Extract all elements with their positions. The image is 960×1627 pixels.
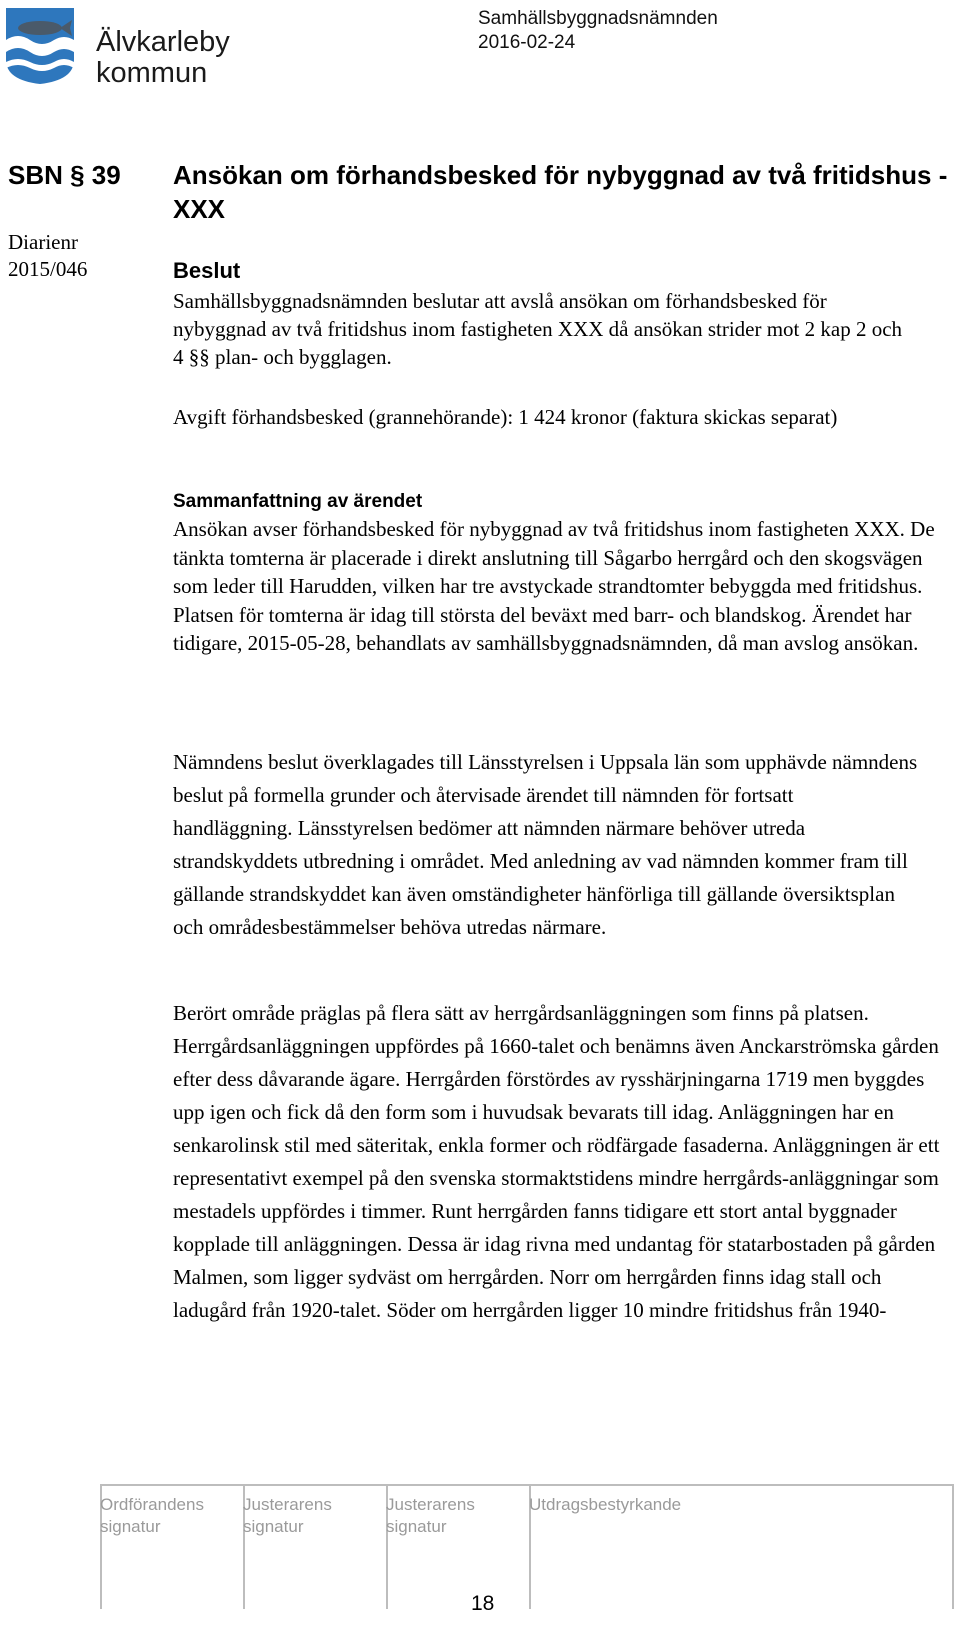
section-number: SBN § 39 bbox=[8, 160, 121, 190]
page-number: 18 bbox=[471, 1592, 495, 1615]
summary-heading: Sammanfattning av ärendet bbox=[173, 491, 423, 512]
extract-certification-label: Utdragsbestyrkande bbox=[529, 1495, 682, 1514]
signature-top-rule bbox=[100, 1484, 954, 1486]
decision-heading: Beslut bbox=[173, 258, 241, 283]
meeting-date: 2016-02-24 bbox=[478, 32, 576, 53]
diarienr-value: 2015/046 bbox=[8, 257, 88, 281]
chair-signature-box[interactable] bbox=[100, 1494, 204, 1538]
municipality-logo bbox=[4, 6, 76, 86]
signature-boxes bbox=[100, 1484, 960, 1609]
case-title: Ansökan om förhandsbesked för nybyggnad av två fritidshus - XXX bbox=[173, 160, 948, 224]
summary-paragraph-1: Ansökan avser förhandsbesked för nybyggnad av två fritidshus inom fastigheten XXX. De tänkta tomterna är placerade i direkt anslutning till Sågarbo herrgård och den skogsvägen som leder till Harudden, vilken har tre avstyckade strandtomter bebyggda med fritidshus. Platsen för tomterna är idag till största del beväxt med barr- och blandskog. Ärendet har tidigare, 2015-05-28, behandlats av samhällsbyggnadsnämnden, då man avslog ansökan. bbox=[173, 517, 935, 655]
signature-word: signatur bbox=[100, 1517, 161, 1536]
summary-paragraph-2: Nämndens beslut överklagades till Länsstyrelsen i Uppsala län som upphävde nämndens beslut på formella grunder och återvisade ärendet till nämnden för fortsatt handläggning. Länsstyrelsen bedömer att nämnden närmare behöver utreda strandskyddets utbredning i området. Med anledning av vad nämnden kommer fram till gällande strandskyddet kan även omständigheter hänförliga till gällande översiktsplan och områdesbestämmelser behöva utredas närmare. bbox=[173, 750, 918, 939]
adjuster-signature-label: Justerarens bbox=[243, 1495, 332, 1514]
decision-text: Samhällsbyggnadsnämnden beslutar att avslå ansökan om förhandsbesked för nybyggnad av två fritidshus inom fastigheten XXX då ansökan strider mot 2 kap 2 och 4 §§ plan- och bygglagen. bbox=[173, 289, 903, 369]
municipality-name-line2: kommun bbox=[96, 57, 208, 89]
signature-divider bbox=[952, 1484, 954, 1609]
signature-word: signatur bbox=[386, 1517, 447, 1536]
diarienr-label: Diarienr bbox=[8, 230, 78, 254]
extract-certification-box[interactable] bbox=[529, 1494, 681, 1516]
signature-word: signatur bbox=[243, 1517, 304, 1536]
fee-text: Avgift förhandsbesked (grannehörande): 1 424 kronor (faktura skickas separat) bbox=[173, 405, 838, 429]
committee-name: Samhällsbyggnadsnämnden bbox=[478, 8, 718, 29]
adjuster-signature-box-2[interactable] bbox=[386, 1494, 475, 1538]
summary-paragraph-3: Berört område präglas på flera sätt av herrgårdsanläggningen som finns på platsen. Herrgårdsanläggningen uppfördes på 1660-talet och benämns även Anckarströmska gården efter dess dåvarande ägare. Herrgården förstördes av rysshärjningarna 1719 men byggdes upp igen och fick då den form som i huvudsak bevarats till idag. Anläggningen har en senkarolinsk stil med säteritak, enkla former och rödfärgade fasaderna. Anläggningen är ett representativt exempel på den svenska stormaktstidens mindre herrgårds-anläggningar som mestadels uppfördes i timmer. Runt herrgården fanns tidigare ett stort antal byggnader kopplade till anläggningen. Dessa är idag rivna med undantag för statarbostaden på gården Malmen, som ligger sydväst om herrgården. Norr om herrgården finns idag stall och ladugård från 1920-talet. Söder om herrgården ligger 10 mindre fritidshus från 1940- bbox=[173, 1001, 940, 1322]
adjuster-signature-label: Justerarens bbox=[386, 1495, 475, 1514]
fish-body bbox=[18, 21, 62, 35]
municipality-name-line1: Älvkarleby bbox=[96, 26, 230, 58]
chair-signature-label: Ordförandens bbox=[100, 1495, 204, 1514]
adjuster-signature-box-1[interactable] bbox=[243, 1494, 332, 1538]
